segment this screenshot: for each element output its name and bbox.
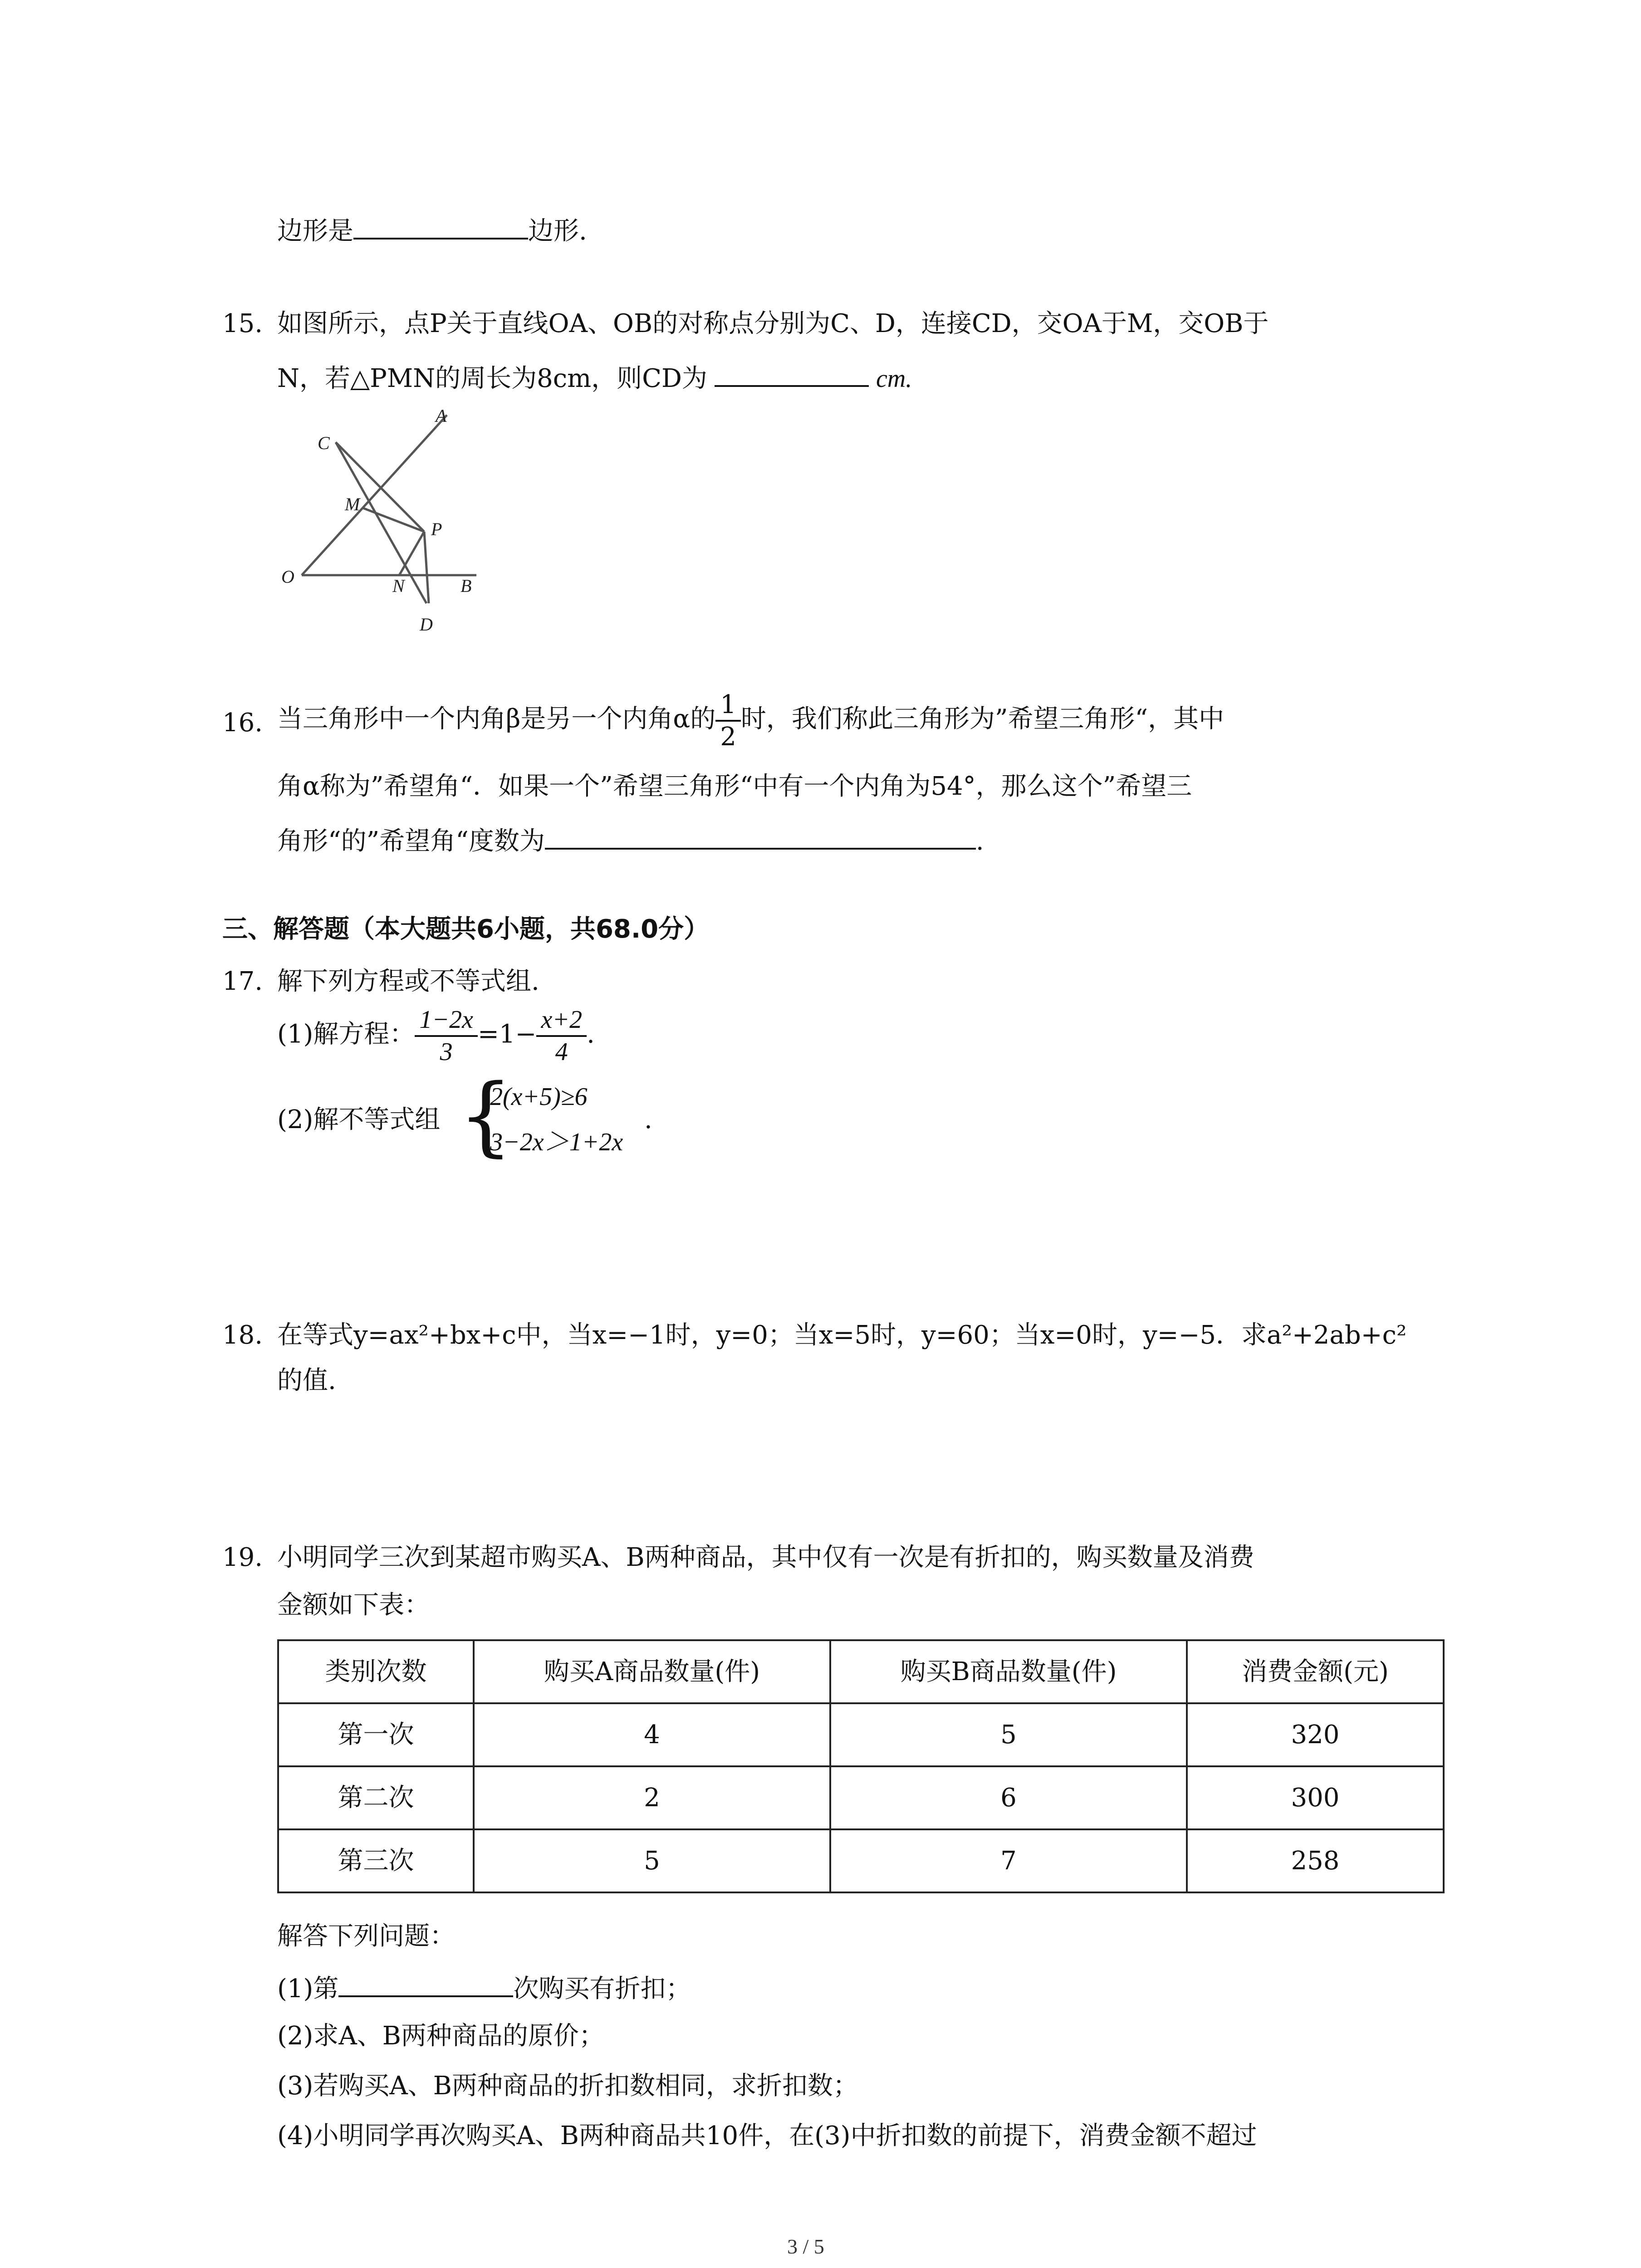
- q17-frac2-den: 4: [555, 1038, 568, 1066]
- q19-line-1: 小明同学三次到某超市购买A、B两种商品，其中仅有一次是有折扣的，购买数量及消费: [277, 1543, 1254, 1572]
- q19-number: 19.: [222, 1543, 263, 1572]
- q17-frac1-den: 3: [440, 1038, 453, 1066]
- q18-line-2: 的值.: [277, 1366, 336, 1395]
- q16-line-3a: 角形“的”希望角“度数为: [277, 826, 545, 856]
- q18-line-1: 在等式y=ax²+bx+c中，当x=−1时，y=0；当x=5时，y=60；当x=0时，y=−5．求a²+2ab+c²: [277, 1320, 1407, 1350]
- q17-p2-label: (2)解不等式组: [277, 1105, 441, 1134]
- page-number: 3 / 5: [787, 2235, 824, 2258]
- table-header-cell: 购买A商品数量(件): [474, 1640, 830, 1703]
- q15-unit: cm.: [876, 365, 912, 393]
- table-cell: 第二次: [278, 1766, 474, 1829]
- q19-answer-blank[interactable]: [338, 1971, 513, 1997]
- q16-line-3b: .: [975, 826, 984, 856]
- q17-p1-label: (1)解方程：: [277, 1019, 415, 1049]
- q17-p2-row-2: 3−2x＞1+2x: [490, 1128, 623, 1156]
- q16-line-1b: 时，我们称此三角形为”希望三角形“，其中: [740, 704, 1225, 734]
- q16-line-1: [277, 689, 1224, 752]
- q17-fraction-1: [415, 1005, 478, 1067]
- q17-part-1: [277, 1005, 595, 1067]
- table-cell: 258: [1187, 1829, 1444, 1892]
- q17-stem: 解下列方程或不等式组.: [277, 967, 539, 996]
- q16-fraction: [715, 689, 741, 752]
- q17-p2-end: .: [644, 1105, 652, 1134]
- q14-answer-blank[interactable]: [353, 213, 528, 240]
- q17-p1-end: .: [587, 1019, 595, 1049]
- q16-number: 16.: [222, 708, 263, 738]
- table-cell: 2: [474, 1766, 830, 1829]
- q17-number: 17.: [222, 967, 263, 996]
- table-row: [278, 1703, 1444, 1766]
- table-cell: 320: [1187, 1703, 1444, 1766]
- q19-answer-intro: 解答下列问题：: [277, 1921, 455, 1951]
- label-c: C: [318, 433, 330, 453]
- q17-fraction-2: [536, 1005, 587, 1067]
- q19-p1a: (1)第: [277, 1974, 339, 2004]
- table-header-row: [278, 1640, 1444, 1703]
- q15-number: 15.: [222, 309, 263, 338]
- table-cell: 第一次: [278, 1703, 474, 1766]
- segment-pd: [424, 532, 429, 603]
- table-cell: 7: [830, 1829, 1187, 1892]
- label-o: O: [281, 567, 294, 587]
- section-3-title: 三、解答题（本大题共6小题，共68.0分）: [222, 914, 710, 944]
- label-p: P: [431, 519, 442, 539]
- label-a: A: [436, 406, 447, 426]
- q14-text-2: 边形.: [528, 216, 587, 246]
- q19-part-1: [277, 1971, 691, 2004]
- q19-part-4: (4)小明同学再次购买A、B两种商品共10件，在(3)中折扣数的前提下，消费金额不超过: [277, 2121, 1257, 2151]
- table-cell: 300: [1187, 1766, 1444, 1829]
- table-header-cell: 类别次数: [278, 1640, 474, 1703]
- q17-frac1-num: 1−2x: [415, 1005, 478, 1037]
- label-n: N: [392, 576, 405, 596]
- q14-text-1: 边形是: [277, 216, 353, 246]
- table-header-cell: 消费金额(元): [1187, 1640, 1444, 1703]
- label-m: M: [345, 494, 360, 514]
- q17-frac2-num: x+2: [536, 1005, 587, 1037]
- table-cell: 5: [830, 1703, 1187, 1766]
- q16-answer-blank[interactable]: [545, 823, 976, 850]
- q16-frac-num: 1: [715, 689, 741, 722]
- q19-part-2: (2)求A、B两种商品的原价；: [277, 2021, 604, 2051]
- q15-answer-blank[interactable]: [715, 361, 869, 387]
- q18-number: 18.: [222, 1320, 263, 1350]
- segment-pn: [399, 532, 424, 575]
- q19-p1b: 次购买有折扣；: [513, 1974, 691, 2004]
- q15-figure: [272, 399, 490, 644]
- q19-part-3: (3)若购买A、B两种商品的折扣数相同，求折扣数；: [277, 2071, 858, 2101]
- table-cell: 5: [474, 1829, 830, 1892]
- q19-line-2: 金额如下表：: [277, 1590, 430, 1620]
- q15-line-1: 如图所示，点P关于直线OA、OB的对称点分别为C、D，连接CD，交OA于M，交OB于: [277, 309, 1269, 338]
- q15-line-2: [277, 361, 912, 394]
- q17-p1-mid: =1−: [477, 1019, 537, 1049]
- segment-mp: [363, 508, 424, 532]
- q16-line-2: 角α称为”希望角“．如果一个”希望三角形“中有一个内角为54°，那么这个”希望三: [277, 772, 1192, 801]
- q16-line-3: [277, 823, 984, 856]
- table-cell: 第三次: [278, 1829, 474, 1892]
- q16-line-1a: 当三角形中一个内角β是另一个内角α的: [277, 704, 716, 734]
- label-d: D: [420, 614, 433, 635]
- label-b: B: [460, 576, 472, 596]
- q17-p2-row-1: 2(x+5)≥6: [490, 1083, 588, 1111]
- q14-tail: [277, 213, 587, 246]
- table-row: [278, 1829, 1444, 1892]
- q19-table: [277, 1639, 1445, 1893]
- table-header-cell: 购买B商品数量(件): [830, 1640, 1187, 1703]
- q17-brace: {: [458, 1066, 513, 1166]
- q16-frac-den: 2: [720, 722, 736, 752]
- table-row: [278, 1766, 1444, 1829]
- table-cell: 4: [474, 1703, 830, 1766]
- q15-line-2-text: N，若△PMN的周长为8cm，则CD为: [277, 364, 707, 393]
- table-cell: 6: [830, 1766, 1187, 1829]
